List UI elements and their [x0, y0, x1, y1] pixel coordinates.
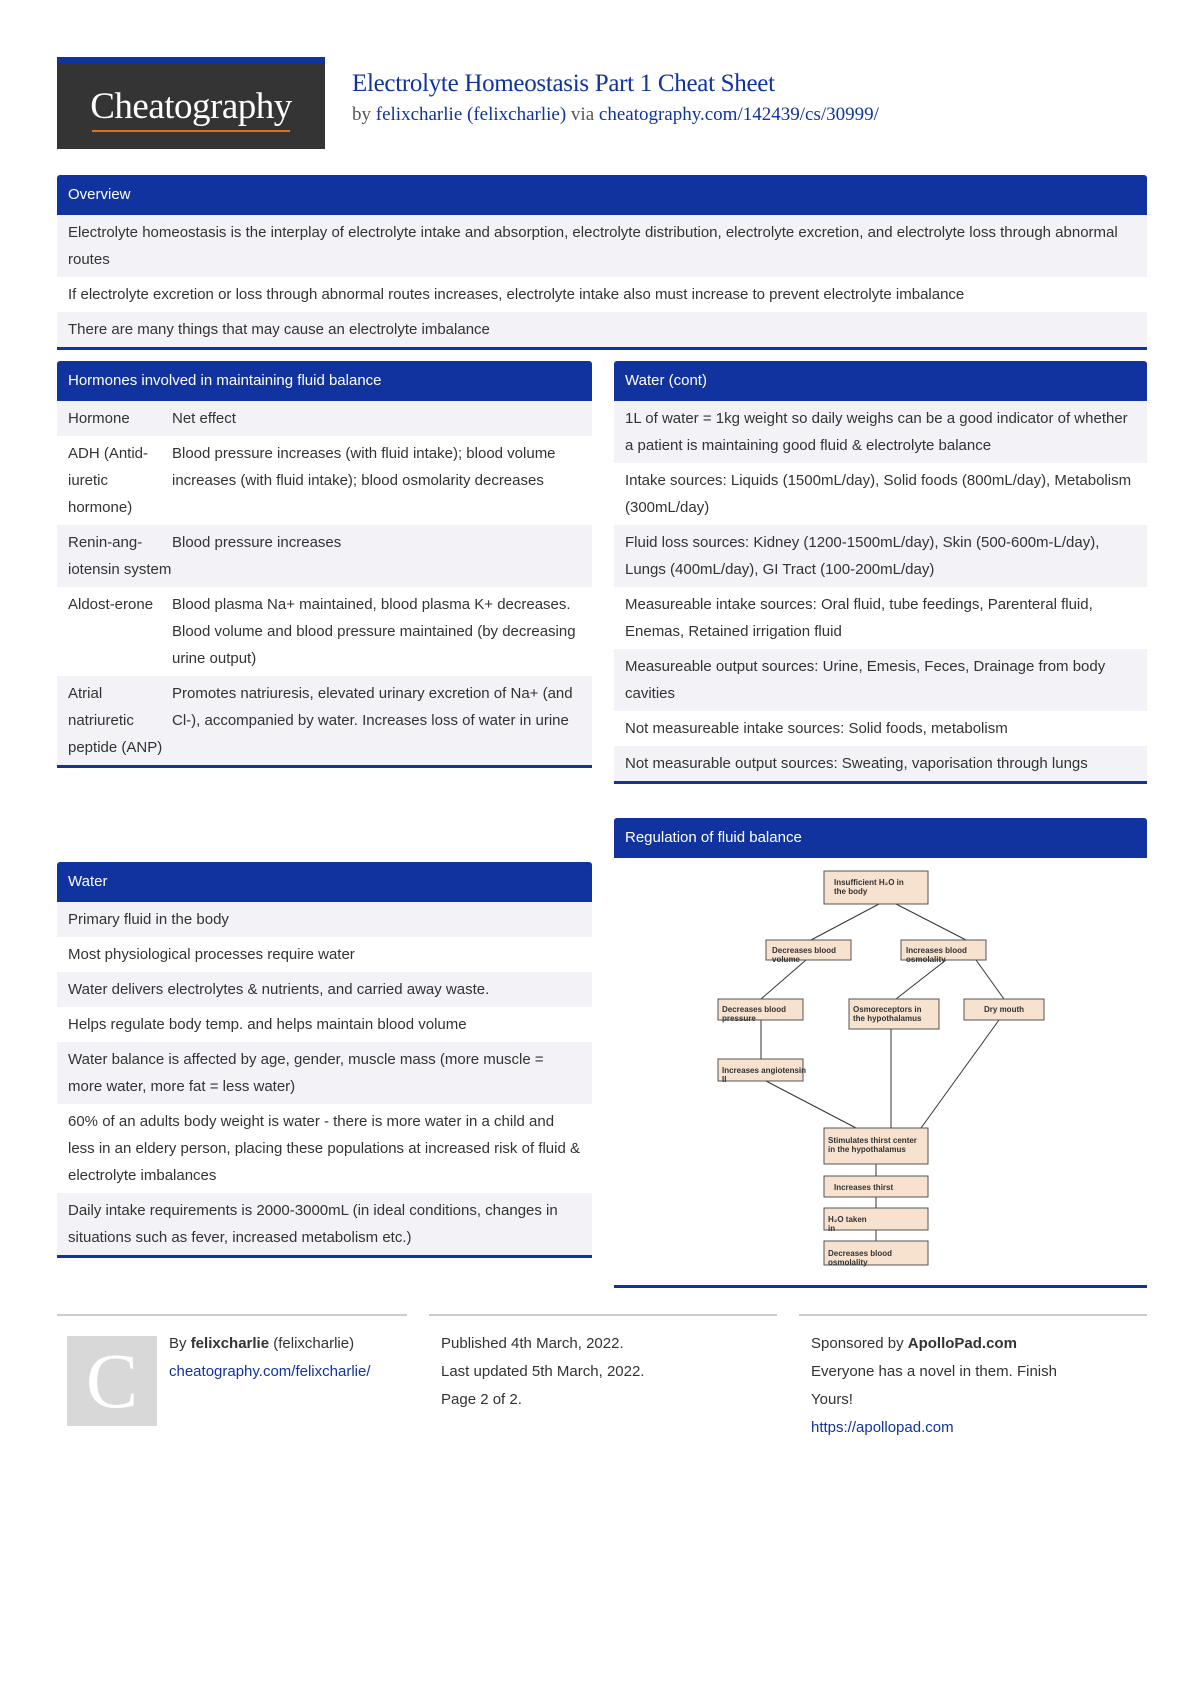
water-cont-row: Measureable output sources: Urine, Emesis, Feces, Drainage from body cavities [614, 649, 1147, 711]
sheet-url-link[interactable]: cheatography.com/142439/cs/30999/ [598, 104, 879, 125]
footer-author-handle: (felixcharlie) [273, 1335, 355, 1352]
fluid-balance-flowchart [716, 866, 1046, 1271]
hormone-name: ADH (Antid-iuretic hormone) [68, 445, 149, 516]
sponsor-prefix: Sponsored by [811, 1335, 904, 1352]
node-decreases-blood-pressure-label: Decreases blood pressure [721, 1005, 786, 1023]
node-increases-angiotensin-label: Increases angiotensin II [721, 1066, 806, 1084]
footer-by: By [169, 1335, 187, 1352]
table-row [57, 436, 592, 525]
sponsor-text: Everyone has a novel in them. Finish Yours! [811, 1363, 1057, 1408]
column-header-hormone: Hormone [68, 410, 130, 427]
node-decreases-blood-osmolality-label: Decreases blood osmolality [827, 1249, 892, 1267]
hormone-name: Renin-ang-iotensin system [68, 534, 172, 578]
water-cont-section [614, 361, 1147, 784]
node-increases-thirst-label: Increases thirst [833, 1183, 893, 1192]
water-cont-row: Measureable intake sources: Oral fluid, tube feedings, Parenteral fluid, Enemas, Retained irrigation fluid [625, 596, 1093, 640]
overview-section [57, 175, 1147, 350]
sponsor-line [811, 1330, 1147, 1358]
via-text: via [570, 104, 595, 125]
overview-row: If electrolyte excretion or loss through abnormal routes increases, electrolyte intake also must increase to prevent electrolyte imbalance [68, 286, 965, 303]
sponsor-link[interactable]: https://apollopad.com [811, 1419, 954, 1436]
node-dry-mouth-label: Dry mouth [983, 1005, 1024, 1014]
water-section [57, 862, 592, 1258]
title-block [352, 70, 879, 126]
regulation-section [614, 818, 1147, 1288]
node-thirst-center-label: Stimulates thirst center in the hypothalamus [827, 1136, 917, 1154]
node-osmoreceptors-label: Osmoreceptors in the hypothalamus [852, 1005, 921, 1023]
column-header-effect: Net effect [172, 410, 236, 427]
hormone-name: Aldost-erone [68, 596, 154, 613]
water-row: Primary fluid in the body [57, 902, 592, 937]
table-row [57, 676, 592, 765]
section-heading: Water (cont) [614, 361, 1147, 401]
section-heading: Hormones involved in maintaining fluid balance [57, 361, 592, 401]
footer-author-link[interactable]: cheatography.com/felixcharlie/ [169, 1363, 371, 1380]
hormone-effect: Blood plasma Na+ maintained, blood plasma K+ decreases. Blood volume and blood pressure maintained (by decreasing urine output) [172, 596, 576, 667]
water-cont-row: 1L of water = 1kg weight so daily weighs can be a good indicator of whether a patient is maintaining good fluid & electrolyte balance [614, 401, 1147, 463]
footer-author-column [57, 1314, 407, 1424]
water-row: Water balance is affected by age, gender, muscle mass (more muscle = more water, more fat = less water) [57, 1042, 592, 1104]
footer-sponsor-column [799, 1314, 1147, 1442]
water-row: Water delivers electrolytes & nutrients, and carried away waste. [57, 972, 592, 1007]
water-cont-row: Fluid loss sources: Kidney (1200-1500mL/day), Skin (500-600m-L/day), Lungs (400mL/day), GI Tract (100-200mL/day) [614, 525, 1147, 587]
flowchart-image [614, 858, 1147, 1285]
hormone-effect: Promotes natriuresis, elevated urinary excretion of Na+ (and Cl-), accompanied by water. Increases loss of water in urine [172, 685, 573, 729]
water-cont-row: Not measureable intake sources: Solid foods, metabolism [625, 720, 1008, 737]
node-insufficient-water-label: Insufficient H₂O in the body [833, 878, 904, 896]
page-title: Electrolyte Homeostasis Part 1 Cheat Sheet [352, 70, 775, 97]
by-prefix: by [352, 104, 371, 125]
table-header-row [57, 401, 592, 436]
footer-author-name: felixcharlie [190, 1335, 270, 1352]
hormone-effect: Blood pressure increases (with fluid intake); blood volume increases (with fluid intake); blood osmolarity decreases [172, 445, 556, 489]
node-decreases-blood-volume-label: Decreases blood volume [771, 946, 836, 964]
section-heading: Regulation of fluid balance [614, 818, 1147, 858]
page-number: Page 2 of 2. [441, 1391, 522, 1408]
water-row: 60% of an adults body weight is water - there is more water in a child and less in an eldery person, placing these populations at increased risk of fluid & electrolyte imbalances [68, 1113, 580, 1184]
node-increases-blood-osmolality-label: Increases blood osmolality [905, 946, 967, 964]
footer [57, 1314, 1147, 1454]
overview-row: Electrolyte homeostasis is the interplay of electrolyte intake and absorption, electrolyte distribution, electrolyte excretion, and electrolyte loss through abnormal routes [57, 215, 1147, 277]
overview-row: There are many things that may cause an electrolyte imbalance [57, 312, 1147, 347]
published-date: Published 4th March, 2022. [441, 1335, 624, 1352]
section-heading: Overview [57, 175, 1147, 215]
logo-text: Cheatography [90, 85, 292, 127]
updated-date: Last updated 5th March, 2022. [441, 1363, 645, 1380]
hormones-section [57, 361, 592, 768]
water-cont-row: Intake sources: Liquids (1500mL/day), Solid foods (800mL/day), Metabolism (300mL/day) [625, 472, 1132, 516]
footer-byline [169, 1330, 407, 1358]
author-link[interactable]: felixcharlie (felixcharlie) [375, 104, 567, 125]
byline [352, 104, 879, 126]
node-water-taken-in-label: H₂O taken in [827, 1215, 867, 1233]
table-row [57, 525, 592, 587]
water-row: Daily intake requirements is 2000-3000mL (in ideal conditions, changes in situations such as fever, increased metabolism etc.) [57, 1193, 592, 1255]
section-heading: Water [57, 862, 592, 902]
sponsor-name: ApolloPad.com [907, 1335, 1017, 1352]
hormone-effect: Blood pressure increases [172, 534, 342, 551]
cheatography-logo[interactable] [57, 57, 325, 149]
footer-dates-column [429, 1314, 777, 1414]
water-row: Helps regulate body temp. and helps maintain blood volume [68, 1016, 467, 1033]
water-cont-row: Not measurable output sources: Sweating, vaporisation through lungs [614, 746, 1147, 781]
table-row [57, 587, 592, 676]
hormone-name: Atrial natriuretic peptide (ANP) [68, 685, 163, 756]
author-avatar[interactable]: C [67, 1336, 157, 1426]
water-row: Most physiological processes require water [68, 946, 355, 963]
